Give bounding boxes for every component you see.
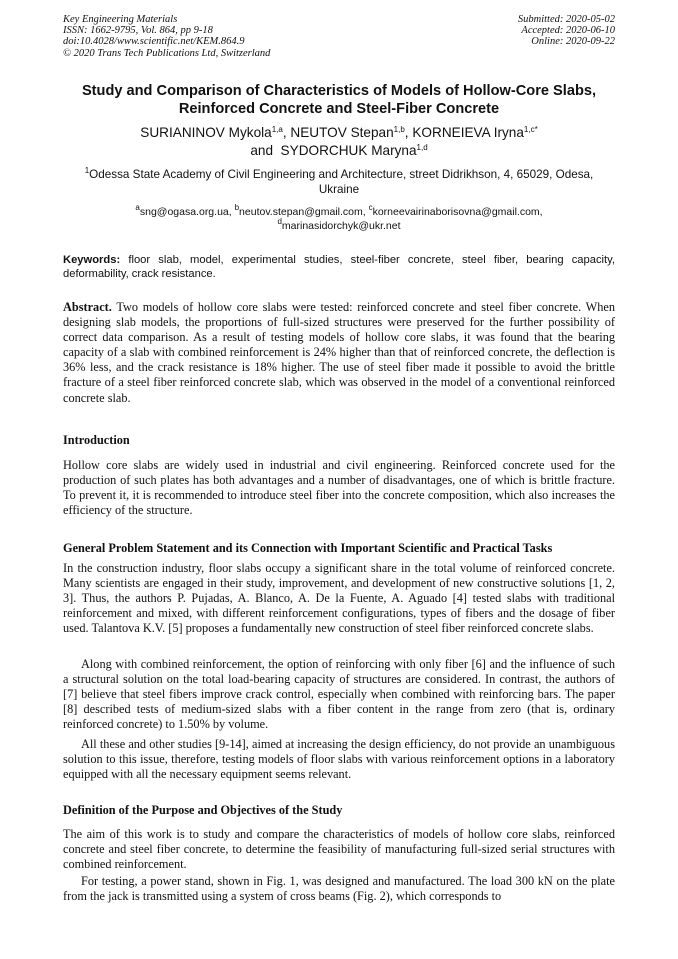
paper-title: Study and Comparison of Characteristics of Models of Hollow-Core Slabs, Reinforced Concrete and Steel-Fiber Concrete (81, 83, 597, 117)
purpose-paragraph-1: The aim of this work is to study and compare the characteristics of models of hollow core slabs, reinforced concrete and steel fiber concrete, to determine the feasibility of manufacturing full-sized serial structures with combined reinforcement. (63, 827, 615, 872)
email-separator: , (362, 206, 369, 218)
copyright-line: © 2020 Trans Tech Publications Ltd, Switzerland (63, 47, 271, 59)
author-name: KORNEIEVA Iryna (412, 125, 524, 140)
keywords-text: floor slab, model, experimental studies, steel-fiber concrete, steel fiber, bearing capacity, deformability, crack resistance. (63, 254, 616, 280)
keywords (63, 253, 615, 281)
author-affiliation-mark: 1,b (393, 125, 405, 134)
email-mark: c (368, 203, 373, 212)
doi-line: doi:10.4028/www.scientific.net/KEM.864.9 (63, 36, 245, 48)
email-mark: d (277, 217, 282, 226)
author-affiliation-mark: 1,d (416, 143, 428, 152)
email-mark: b (234, 203, 240, 212)
email-mark: a (135, 203, 140, 212)
author-list (70, 124, 608, 160)
author-name: SURIANINOV Mykola (140, 125, 272, 140)
author-separator: , (404, 125, 413, 140)
email-address[interactable]: neutov.stepan@gmail.com (239, 206, 363, 218)
journal-info (63, 14, 270, 59)
author-affiliation-mark: 1,c* (523, 125, 538, 134)
keywords-label: Keywords: (63, 254, 121, 266)
submitted-date: Submitted: 2020-05-02 (517, 14, 615, 25)
email-separator: , (539, 206, 543, 218)
journal-name: Key Engineering Materials (63, 14, 178, 25)
general-paragraph-1: In the construction industry, floor slabs occupy a significant share in the total volume of reinforced concrete. Many scientists are engaged in their study, improvement, and development of new constructive solutions [1, 2, 3]. Thus, the authors P. Pujadas, A. Blanco, A. De la Fuente, A. Aguado [4] tested slabs with traditional reinforcement and mixed, with different reinforcement configurations, types of fibers and the dosage of fiber used. Talantova K.V. [5] proposes a fundamentally new construction of steel fiber reinforced concrete slabs. (63, 561, 615, 636)
section-heading-general: General Problem Statement and its Connection with Important Scientific and Practical Tasks (63, 541, 553, 555)
online-date: Online: 2020-09-22 (531, 36, 615, 48)
accepted-date: Accepted: 2020-06-10 (521, 25, 615, 37)
author-name: and SYDORCHUK Maryna (250, 143, 417, 158)
email-separator: , (228, 206, 235, 218)
introduction-paragraph: Hollow core slabs are widely used in industrial and civil engineering. Reinforced concrete used for the production of such plates has both advantages and a number of disadvantages, one of which is brittle fracture. To prevent it, it is recommended to introduce steel fiber into the concrete composition, which also increases the efficiency of the structure. (63, 458, 615, 518)
author-name: NEUTOV Stepan (290, 125, 394, 140)
affiliation-text: Odessa State Academy of Civil Engineering and Architecture, street Didrikhson, 4, 65029, Odesa, Ukraine (89, 168, 594, 196)
section-heading-introduction: Introduction (63, 433, 130, 447)
affiliation (63, 167, 615, 197)
publication-dates (518, 14, 615, 48)
email-address[interactable]: marinasidorchyk@ukr.net (281, 220, 401, 232)
issn-line: ISSN: 1662-9795, Vol. 864, pp 9-18 (63, 25, 213, 37)
email-list (63, 205, 615, 233)
abstract-text: Two models of hollow core slabs were tested: reinforced concrete and steel fiber concrete. When designing slab models, the proportions of full-sized structures were preserved for the further possibility of correct data comparison. As a result of testing models of hollow core slabs, it was found that the bearing capacity of a slab with combined reinforcement is 24% higher than that of reinforced concrete, the deflection is 36% less, and the crack resistance is 18% higher. The use of steel fiber made it possible to avoid the brittle fracture of a steel fiber reinforced concrete slab, which was observed in the model of a conventional reinforced concrete slab. (63, 300, 615, 405)
email-address[interactable]: sng@ogasa.org.ua (139, 206, 229, 218)
affiliation-mark: 1 (84, 166, 90, 175)
purpose-paragraph-2: For testing, a power stand, shown in Fig. 1, was designed and manufactured. The load 300 kN on the plate from the jack is transmitted using a system of cross beams (Fig. 2), which corresponds to (63, 874, 615, 904)
email-address[interactable]: korneevairinaborisovna@gmail.com (372, 206, 540, 218)
general-paragraph-2: Along with combined reinforcement, the option of reinforcing with only fiber [6] and the influence of such a structural solution on the total load-bearing capacity of structures are considered. In contrast, the authors of [7] believe that steel fibers improve crack control, especially when combined with reinforcing bars. The paper [8] described tests of medium-sized slabs with a fiber content in the range from zero (that is, ordinary reinforced concrete) to 1.50% by volume. (63, 657, 615, 732)
general-paragraph-3: All these and other studies [9-14], aimed at increasing the design efficiency, do not provide an unambiguous solution to this issue, therefore, testing models of floor slabs with various reinforcement options in a laboratory equipped with all the necessary equipment seems relevant. (63, 737, 615, 782)
author-separator: , (282, 125, 291, 140)
author-affiliation-mark: 1,a (271, 125, 283, 134)
abstract-label: Abstract. (63, 300, 112, 314)
section-heading-purpose: Definition of the Purpose and Objectives of the Study (63, 803, 343, 817)
abstract (63, 300, 615, 406)
